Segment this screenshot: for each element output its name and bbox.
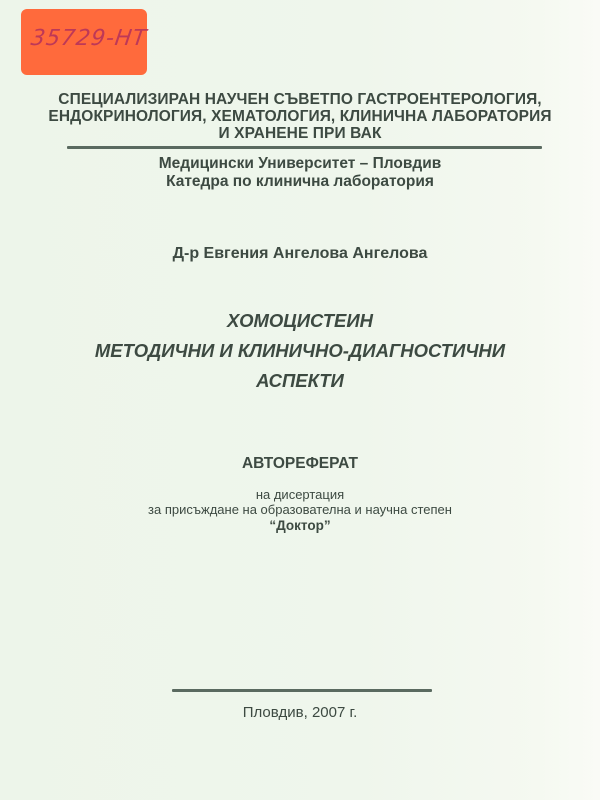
- degree-name: “Доктор”: [269, 518, 331, 533]
- place-and-year: Пловдив, 2007 г.: [242, 704, 358, 721]
- library-catalog-sticker: [21, 9, 147, 75]
- title-line-2: МЕТОДИЧНИ И КЛИНИЧНО-ДИАГНОСТИЧНИ: [94, 340, 506, 361]
- institution-line-1: СПЕЦИАЛИЗИРАН НАУЧЕН СЪВЕТПО ГАСТРОЕНТЕРОЛОГИЯ,: [58, 91, 542, 108]
- university-name: Медицински Университет – Пловдив: [158, 155, 442, 172]
- purpose-line-1: на дисертация: [255, 487, 345, 502]
- header-divider: [67, 146, 542, 149]
- department-name: Катедра по клинична лаборатория: [166, 173, 434, 190]
- purpose-line-2: за присъждане на образователна и научна степен: [148, 502, 452, 517]
- title-line-1: ХОМОЦИСТЕИН: [226, 310, 374, 331]
- document-type: АВТОРЕФЕРАТ: [241, 455, 359, 472]
- title-line-3: АСПЕКТИ: [256, 370, 344, 391]
- catalog-number: 35729-НТ: [29, 26, 149, 51]
- institution-line-2: ЕНДОКРИНОЛОГИЯ, ХЕМАТОЛОГИЯ, КЛИНИЧНА ЛАБОРАТОРИЯ: [48, 108, 552, 125]
- footer-divider: [172, 689, 432, 692]
- author-name: Д-р Евгения Ангелова Ангелова: [172, 245, 428, 262]
- institution-line-3: И ХРАНЕНЕ ПРИ ВАК: [218, 125, 382, 142]
